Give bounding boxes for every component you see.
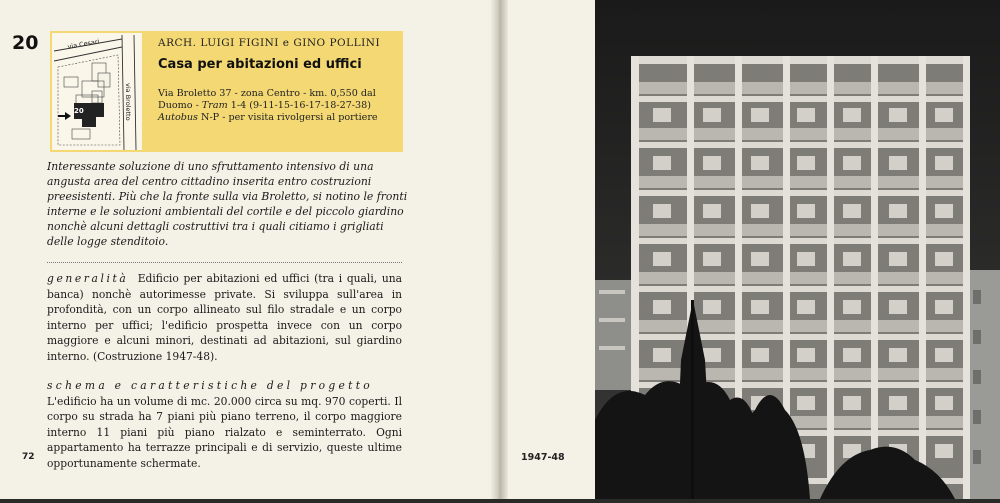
map-building-number: 20 (74, 107, 84, 115)
section-text: Edificio per abitazioni ed uffici (tra i quali, una banca) nonchè autorimesse private. Si sviluppa sull'area in profondità, con un corpo allineato sul filo stradale e un corpo interno per uffici; l'edificio prospetta invece con un corpo maggiore e alcuni minori, destinati ad abitazioni, sul giardino interno. (Costruzione 1947-48). (47, 272, 402, 363)
location-map (52, 33, 142, 150)
address-block (158, 88, 398, 124)
section-generalita (47, 271, 402, 364)
building-photo (595, 0, 1000, 499)
bus-lines: N-P - per visita rivolgersi al portiere (201, 112, 378, 123)
section-heading: schema e caratteristiche del progetto (47, 379, 374, 392)
section-text: L'edificio ha un volume di mc. 20.000 circa su mq. 970 coperti. Il corpo su strada ha 7 piani più piano terreno, il corpo maggiore interno 11 piani più piano rialzato e seminterrato. Ogni appartamento ha terrazze principali e di servizio, queste ultime opportunamente schermate. (47, 394, 402, 470)
architects-line: ARCH. LUIGI FIGINI e GINO POLLINI (158, 37, 381, 49)
bus-label: Autobus (158, 112, 198, 123)
building-photo-drawing (595, 0, 1000, 499)
map-drawing (52, 33, 142, 150)
entry-title: Casa per abitazioni ed uffici (158, 57, 362, 72)
section-heading: generalità (47, 272, 129, 285)
map-street-label-broletto: via Broletto (124, 83, 132, 121)
address-line: Via Broletto 37 - zona Centro - km. 0,550 dal Duomo - (158, 88, 376, 111)
book-gutter (490, 0, 508, 499)
page-number: 72 (22, 452, 35, 462)
section-schema (47, 378, 402, 471)
tram-lines: 1-4 (9-11-15-16-17-18-27-38) (230, 100, 371, 111)
entry-number: 20 (12, 32, 39, 54)
date-caption: 1947-48 (521, 452, 565, 463)
intro-paragraph: Interessante soluzione di uno sfruttamento intensivo di una angusta area del centro cittadino inserita entro costruzioni preesistenti. Più che la fronte sulla via Broletto, si notino le fronti interne e le soluzioni ambientali del cortile e del piccolo giardino nonchè alcuni dettagli costruttivi tra i quali citiamo i grigliati delle logge stenditoio. (47, 160, 408, 248)
map-street-label-cesari: via Cesari (66, 37, 100, 51)
dotted-divider (47, 262, 402, 263)
tram-label: Tram (201, 100, 228, 111)
